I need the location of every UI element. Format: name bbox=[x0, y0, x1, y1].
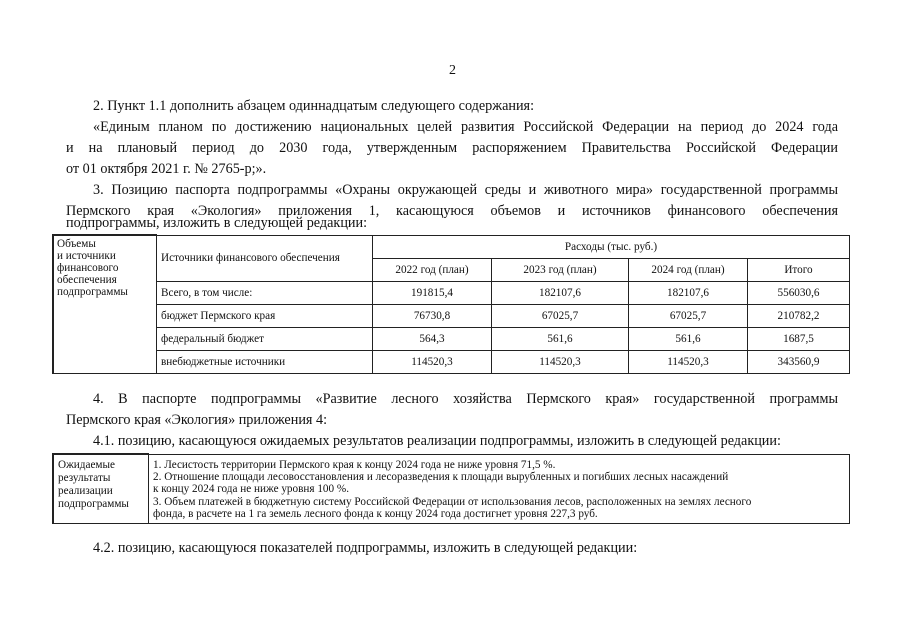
paragraph-2: 2. Пункт 1.1 дополнить абзацем одиннадцатым следующего содержания: bbox=[93, 98, 535, 114]
cell-value: 182107,6 bbox=[492, 281, 629, 304]
results-side-label: Ожидаемые результаты реализации подпрограммы bbox=[53, 454, 149, 523]
col-header-2022: 2022 год (план) bbox=[373, 258, 492, 281]
paragraph-4-2: 4.2. позицию, касающуюся показателей подпрограммы, изложить в следующей редакции: bbox=[93, 540, 638, 556]
funding-table bbox=[52, 234, 850, 374]
row-label: внебюджетные источники bbox=[157, 350, 373, 373]
quote-line-2: и на плановый период до 2030 года, утвержденным распоряжением Правительства Российской Федерации bbox=[66, 140, 838, 156]
table-row bbox=[53, 281, 850, 304]
row-label: федеральный бюджет bbox=[157, 327, 373, 350]
col-header-2024: 2024 год (план) bbox=[629, 258, 748, 281]
para4-line-2: Пермского края «Экология» приложения 4: bbox=[66, 412, 328, 428]
paragraph-4-1: 4.1. позицию, касающуюся ожидаемых результатов реализации подпрограммы, изложить в следующей редакции: bbox=[93, 433, 781, 449]
table-row bbox=[53, 350, 850, 373]
quote-line-1: «Единым планом по достижению национальных целей развития Российской Федерации на период до 2024 года bbox=[93, 119, 838, 135]
table-row bbox=[53, 327, 850, 350]
cell-value: 114520,3 bbox=[629, 350, 748, 373]
row-label: Всего, в том числе: bbox=[157, 281, 373, 304]
quote-line-3: от 01 октября 2021 г. № 2765-р;». bbox=[66, 161, 267, 177]
sources-header: Источники финансового обеспечения bbox=[157, 235, 373, 281]
cell-value: 182107,6 bbox=[629, 281, 748, 304]
results-table bbox=[52, 453, 850, 524]
funding-side-label: Объемы и источники финансового обеспечения подпрограммы bbox=[53, 235, 157, 373]
cell-value: 67025,7 bbox=[629, 304, 748, 327]
para3-line-3: подпрограммы, изложить в следующей редакции: bbox=[66, 215, 368, 231]
expenses-header: Расходы (тыс. руб.) bbox=[373, 235, 850, 258]
col-header-2023: 2023 год (план) bbox=[492, 258, 629, 281]
cell-value: 556030,6 bbox=[748, 281, 850, 304]
cell-value: 564,3 bbox=[373, 327, 492, 350]
result-item: к концу 2024 года не ниже уровня 100 %. bbox=[153, 483, 350, 496]
para3-line-2: Пермского края «Экология» приложения 1, касающуюся объемов и источников финансового обеспечения bbox=[66, 203, 838, 219]
result-item: 3. Объем платежей в бюджетную систему Российской Федерации от использования лесов, расположенных на землях лесного bbox=[153, 495, 752, 508]
row-label: бюджет Пермского края bbox=[157, 304, 373, 327]
cell-value: 561,6 bbox=[492, 327, 629, 350]
table-row bbox=[53, 304, 850, 327]
cell-value: 191815,4 bbox=[373, 281, 492, 304]
col-header-total: Итого bbox=[748, 258, 850, 281]
cell-value: 114520,3 bbox=[373, 350, 492, 373]
para3-line-1: 3. Позицию паспорта подпрограммы «Охраны окружающей среды и животного мира» государственной программы bbox=[93, 182, 838, 198]
result-item: 1. Лесистость территории Пермского края к концу 2024 года не ниже уровня 71,5 %. bbox=[153, 458, 556, 471]
cell-value: 343560,9 bbox=[748, 350, 850, 373]
result-item: 2. Отношение площади лесовосстановления и лесоразведения к площади вырубленных и погибших лесных насаждений bbox=[153, 470, 729, 483]
para4-line-1: 4. В паспорте подпрограммы «Развитие лесного хозяйства Пермского края» государственной программы bbox=[93, 391, 838, 407]
cell-value: 114520,3 bbox=[492, 350, 629, 373]
cell-value: 1687,5 bbox=[748, 327, 850, 350]
cell-value: 67025,7 bbox=[492, 304, 629, 327]
result-item: фонда, в расчете на 1 га земель лесного фонда к концу 2024 года достигнет уровня 227,3 руб. bbox=[153, 508, 598, 521]
cell-value: 76730,8 bbox=[373, 304, 492, 327]
cell-value: 561,6 bbox=[629, 327, 748, 350]
cell-value: 210782,2 bbox=[748, 304, 850, 327]
results-list bbox=[149, 454, 850, 523]
page-number: 2 bbox=[449, 63, 456, 78]
